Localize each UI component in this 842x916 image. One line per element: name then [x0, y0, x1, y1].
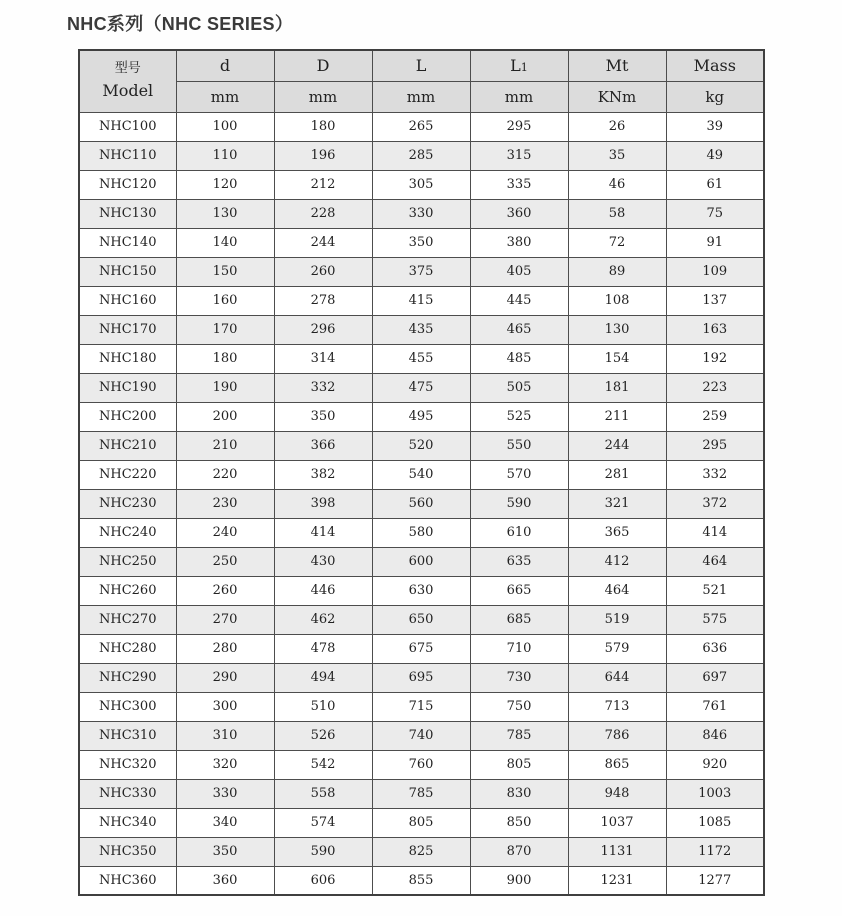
value-cell: 805 [470, 750, 568, 779]
value-cell: 505 [470, 373, 568, 402]
value-cell: 644 [568, 663, 666, 692]
value-cell: 630 [372, 576, 470, 605]
value-cell: 49 [666, 141, 764, 170]
table-row [79, 344, 764, 373]
model-cell: NHC260 [79, 576, 176, 605]
value-cell: 850 [470, 808, 568, 837]
value-cell: 475 [372, 373, 470, 402]
value-cell: 296 [274, 315, 372, 344]
value-cell: 350 [274, 402, 372, 431]
value-cell: 435 [372, 315, 470, 344]
value-cell: 1172 [666, 837, 764, 866]
value-cell: 415 [372, 286, 470, 315]
value-cell: 464 [666, 547, 764, 576]
value-cell: 685 [470, 605, 568, 634]
value-cell: 259 [666, 402, 764, 431]
value-cell: 91 [666, 228, 764, 257]
value-cell: 350 [372, 228, 470, 257]
page-title: NHC系列（NHC SERIES） [67, 14, 294, 34]
value-cell: 295 [470, 112, 568, 141]
value-cell: 1277 [666, 866, 764, 895]
value-cell: 590 [470, 489, 568, 518]
value-cell: 510 [274, 692, 372, 721]
value-cell: 230 [176, 489, 274, 518]
value-cell: 150 [176, 257, 274, 286]
value-cell: 478 [274, 634, 372, 663]
value-cell: 785 [372, 779, 470, 808]
value-cell: 805 [372, 808, 470, 837]
model-cell: NHC160 [79, 286, 176, 315]
value-cell: 414 [666, 518, 764, 547]
value-cell: 320 [176, 750, 274, 779]
value-cell: 372 [666, 489, 764, 518]
table-row [79, 286, 764, 315]
value-cell: 26 [568, 112, 666, 141]
value-cell: 244 [274, 228, 372, 257]
value-cell: 445 [470, 286, 568, 315]
table-row [79, 837, 764, 866]
value-cell: 465 [470, 315, 568, 344]
value-cell: 550 [470, 431, 568, 460]
value-cell: 154 [568, 344, 666, 373]
value-cell: 181 [568, 373, 666, 402]
value-cell: 1037 [568, 808, 666, 837]
value-cell: 1085 [666, 808, 764, 837]
table-row [79, 402, 764, 431]
value-cell: 75 [666, 199, 764, 228]
value-cell: 108 [568, 286, 666, 315]
table-row [79, 721, 764, 750]
table-row [79, 692, 764, 721]
model-cell: NHC100 [79, 112, 176, 141]
model-cell: NHC280 [79, 634, 176, 663]
value-cell: 137 [666, 286, 764, 315]
value-cell: 570 [470, 460, 568, 489]
value-cell: 740 [372, 721, 470, 750]
model-cell: NHC270 [79, 605, 176, 634]
model-cell: NHC330 [79, 779, 176, 808]
value-cell: 330 [176, 779, 274, 808]
value-cell: 574 [274, 808, 372, 837]
value-cell: 579 [568, 634, 666, 663]
value-cell: 855 [372, 866, 470, 895]
value-cell: 380 [470, 228, 568, 257]
table-row [79, 808, 764, 837]
model-cell: NHC120 [79, 170, 176, 199]
value-cell: 560 [372, 489, 470, 518]
value-cell: 310 [176, 721, 274, 750]
value-cell: 228 [274, 199, 372, 228]
value-cell: 190 [176, 373, 274, 402]
value-cell: 1131 [568, 837, 666, 866]
table-row [79, 866, 764, 895]
table-row [79, 141, 764, 170]
model-cell: NHC300 [79, 692, 176, 721]
value-cell: 920 [666, 750, 764, 779]
model-cell: NHC110 [79, 141, 176, 170]
table-row [79, 431, 764, 460]
unit-L1: mm [470, 81, 568, 112]
value-cell: 495 [372, 402, 470, 431]
value-cell: 260 [176, 576, 274, 605]
value-cell: 405 [470, 257, 568, 286]
value-cell: 382 [274, 460, 372, 489]
model-cell: NHC310 [79, 721, 176, 750]
model-cell: NHC350 [79, 837, 176, 866]
value-cell: 713 [568, 692, 666, 721]
table-row [79, 779, 764, 808]
value-cell: 412 [568, 547, 666, 576]
value-cell: 321 [568, 489, 666, 518]
table-row [79, 170, 764, 199]
value-cell: 825 [372, 837, 470, 866]
value-cell: 211 [568, 402, 666, 431]
value-cell: 375 [372, 257, 470, 286]
value-cell: 580 [372, 518, 470, 547]
model-cell: NHC250 [79, 547, 176, 576]
value-cell: 300 [176, 692, 274, 721]
value-cell: 285 [372, 141, 470, 170]
value-cell: 315 [470, 141, 568, 170]
value-cell: 414 [274, 518, 372, 547]
value-cell: 610 [470, 518, 568, 547]
table-row [79, 228, 764, 257]
table-row [79, 112, 764, 141]
spec-table [78, 49, 765, 896]
value-cell: 280 [176, 634, 274, 663]
value-cell: 160 [176, 286, 274, 315]
value-cell: 163 [666, 315, 764, 344]
model-header-zh: 型号 [114, 61, 141, 77]
value-cell: 220 [176, 460, 274, 489]
table-row [79, 518, 764, 547]
value-cell: 335 [470, 170, 568, 199]
model-cell: NHC230 [79, 489, 176, 518]
value-cell: 750 [470, 692, 568, 721]
model-cell: NHC150 [79, 257, 176, 286]
value-cell: 760 [372, 750, 470, 779]
value-cell: 900 [470, 866, 568, 895]
value-cell: 519 [568, 605, 666, 634]
value-cell: 455 [372, 344, 470, 373]
value-cell: 223 [666, 373, 764, 402]
model-cell: NHC360 [79, 866, 176, 895]
col-header-Mt: Mt [568, 50, 666, 81]
value-cell: 35 [568, 141, 666, 170]
value-cell: 200 [176, 402, 274, 431]
table-row [79, 373, 764, 402]
value-cell: 360 [176, 866, 274, 895]
value-cell: 948 [568, 779, 666, 808]
value-cell: 140 [176, 228, 274, 257]
model-cell: NHC180 [79, 344, 176, 373]
unit-D: mm [274, 81, 372, 112]
value-cell: 72 [568, 228, 666, 257]
value-cell: 485 [470, 344, 568, 373]
value-cell: 715 [372, 692, 470, 721]
value-cell: 281 [568, 460, 666, 489]
table-row [79, 663, 764, 692]
value-cell: 130 [176, 199, 274, 228]
value-cell: 130 [568, 315, 666, 344]
value-cell: 360 [470, 199, 568, 228]
model-cell: NHC240 [79, 518, 176, 547]
value-cell: 600 [372, 547, 470, 576]
value-cell: 526 [274, 721, 372, 750]
value-cell: 58 [568, 199, 666, 228]
value-cell: 265 [372, 112, 470, 141]
table-body [79, 112, 764, 895]
table-row [79, 257, 764, 286]
value-cell: 332 [666, 460, 764, 489]
value-cell: 46 [568, 170, 666, 199]
model-cell: NHC290 [79, 663, 176, 692]
unit-L: mm [372, 81, 470, 112]
model-cell: NHC320 [79, 750, 176, 779]
value-cell: 366 [274, 431, 372, 460]
table-row [79, 489, 764, 518]
value-cell: 494 [274, 663, 372, 692]
table-row [79, 547, 764, 576]
table-row [79, 750, 764, 779]
value-cell: 180 [274, 112, 372, 141]
value-cell: 39 [666, 112, 764, 141]
value-cell: 61 [666, 170, 764, 199]
value-cell: 305 [372, 170, 470, 199]
value-cell: 196 [274, 141, 372, 170]
value-cell: 575 [666, 605, 764, 634]
value-cell: 635 [470, 547, 568, 576]
value-cell: 540 [372, 460, 470, 489]
value-cell: 785 [470, 721, 568, 750]
model-column-header [79, 50, 176, 112]
value-cell: 761 [666, 692, 764, 721]
value-cell: 464 [568, 576, 666, 605]
model-cell: NHC130 [79, 199, 176, 228]
value-cell: 120 [176, 170, 274, 199]
value-cell: 192 [666, 344, 764, 373]
unit-Mt: KNm [568, 81, 666, 112]
unit-d: mm [176, 81, 274, 112]
unit-Mass: kg [666, 81, 764, 112]
value-cell: 462 [274, 605, 372, 634]
model-cell: NHC220 [79, 460, 176, 489]
value-cell: 675 [372, 634, 470, 663]
value-cell: 695 [372, 663, 470, 692]
value-cell: 314 [274, 344, 372, 373]
col-header-d: d [176, 50, 274, 81]
value-cell: 270 [176, 605, 274, 634]
value-cell: 558 [274, 779, 372, 808]
value-cell: 340 [176, 808, 274, 837]
value-cell: 636 [666, 634, 764, 663]
value-cell: 278 [274, 286, 372, 315]
value-cell: 100 [176, 112, 274, 141]
value-cell: 295 [666, 431, 764, 460]
model-header-en: Model [102, 81, 154, 101]
value-cell: 846 [666, 721, 764, 750]
table-row [79, 634, 764, 663]
table-row [79, 199, 764, 228]
value-cell: 606 [274, 866, 372, 895]
col-header-D: D [274, 50, 372, 81]
value-cell: 89 [568, 257, 666, 286]
value-cell: 110 [176, 141, 274, 170]
model-cell: NHC210 [79, 431, 176, 460]
value-cell: 398 [274, 489, 372, 518]
value-cell: 332 [274, 373, 372, 402]
table-row [79, 460, 764, 489]
value-cell: 244 [568, 431, 666, 460]
value-cell: 830 [470, 779, 568, 808]
value-cell: 330 [372, 199, 470, 228]
value-cell: 109 [666, 257, 764, 286]
value-cell: 250 [176, 547, 274, 576]
value-cell: 446 [274, 576, 372, 605]
value-cell: 697 [666, 663, 764, 692]
value-cell: 786 [568, 721, 666, 750]
value-cell: 521 [666, 576, 764, 605]
value-cell: 350 [176, 837, 274, 866]
value-cell: 590 [274, 837, 372, 866]
model-cell: NHC200 [79, 402, 176, 431]
col-header-L1: L1 [470, 50, 568, 81]
value-cell: 430 [274, 547, 372, 576]
value-cell: 1231 [568, 866, 666, 895]
table-header [79, 50, 764, 112]
value-cell: 865 [568, 750, 666, 779]
value-cell: 525 [470, 402, 568, 431]
value-cell: 730 [470, 663, 568, 692]
value-cell: 210 [176, 431, 274, 460]
value-cell: 710 [470, 634, 568, 663]
table-row [79, 605, 764, 634]
value-cell: 170 [176, 315, 274, 344]
value-cell: 542 [274, 750, 372, 779]
value-cell: 365 [568, 518, 666, 547]
col-header-Mass: Mass [666, 50, 764, 81]
col-header-L: L [372, 50, 470, 81]
value-cell: 1003 [666, 779, 764, 808]
value-cell: 260 [274, 257, 372, 286]
table-row [79, 315, 764, 344]
model-cell: NHC170 [79, 315, 176, 344]
model-cell: NHC140 [79, 228, 176, 257]
model-cell: NHC190 [79, 373, 176, 402]
value-cell: 180 [176, 344, 274, 373]
value-cell: 665 [470, 576, 568, 605]
value-cell: 212 [274, 170, 372, 199]
value-cell: 520 [372, 431, 470, 460]
value-cell: 290 [176, 663, 274, 692]
value-cell: 650 [372, 605, 470, 634]
value-cell: 870 [470, 837, 568, 866]
value-cell: 240 [176, 518, 274, 547]
model-cell: NHC340 [79, 808, 176, 837]
table-row [79, 576, 764, 605]
